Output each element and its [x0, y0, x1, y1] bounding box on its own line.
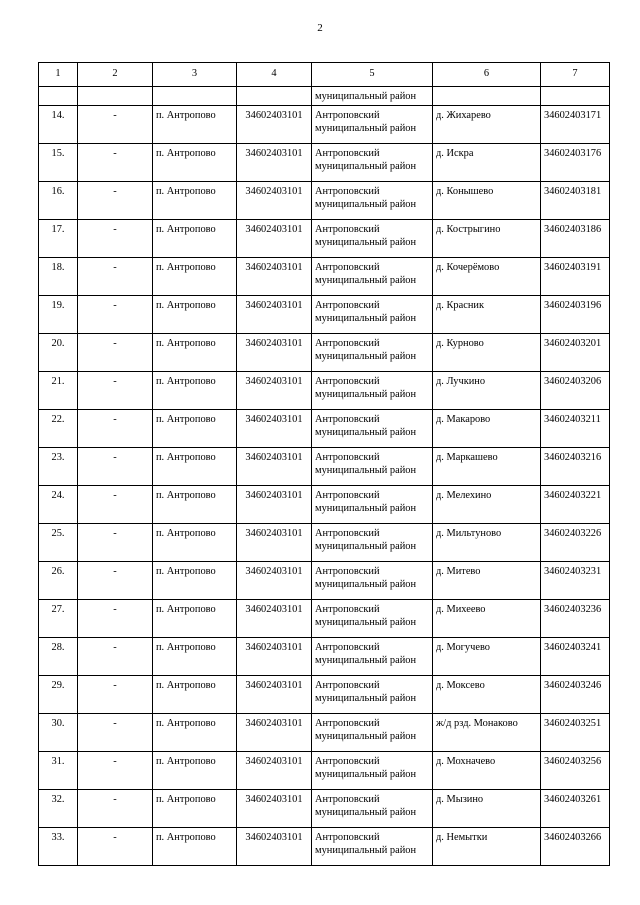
settlement-code-cell: 34602403101 [237, 372, 312, 410]
locality-code-cell: 34602403186 [541, 220, 610, 258]
locality-cell: д. Могучево [433, 638, 541, 676]
table-row [39, 714, 610, 752]
row-number-cell: 24. [39, 486, 78, 524]
settlement-code-cell: 34602403101 [237, 790, 312, 828]
locality-code-cell: 34602403261 [541, 790, 610, 828]
row-number-cell: 23. [39, 448, 78, 486]
table-row [39, 524, 610, 562]
settlement-cell: п. Антропово [153, 258, 237, 296]
table-row [39, 676, 610, 714]
district-name: Антроповский [315, 832, 380, 843]
locality-code-cell: 34602403251 [541, 714, 610, 752]
settlement-code-cell: 34602403101 [237, 258, 312, 296]
settlement-cell: п. Антропово [153, 562, 237, 600]
locality-cell: д. Искра [433, 144, 541, 182]
row-number-cell: 14. [39, 106, 78, 144]
settlement-code-cell: 34602403101 [237, 106, 312, 144]
dash-cell: - [78, 448, 153, 486]
district-type: муниципальный район [315, 730, 417, 742]
district-name: Антроповский [315, 680, 380, 691]
table-row [39, 790, 610, 828]
table-cell [433, 87, 541, 106]
district-cell [312, 486, 433, 524]
table-cell: муниципальный район [312, 87, 433, 106]
dash-cell: - [78, 144, 153, 182]
row-number-cell: 17. [39, 220, 78, 258]
settlement-code-cell: 34602403101 [237, 752, 312, 790]
district-cell [312, 714, 433, 752]
settlement-cell: п. Антропово [153, 182, 237, 220]
table-row [39, 752, 610, 790]
locality-cell: д. Михеево [433, 600, 541, 638]
dash-cell: - [78, 334, 153, 372]
continuation-row [39, 87, 610, 106]
table-row [39, 562, 610, 600]
district-cell [312, 828, 433, 866]
district-type: муниципальный район [315, 692, 417, 704]
district-type: муниципальный район [315, 616, 417, 628]
district-type: муниципальный район [315, 502, 417, 514]
locality-cell: д. Конышево [433, 182, 541, 220]
district-cell [312, 790, 433, 828]
table-cell [541, 87, 610, 106]
settlement-cell: п. Антропово [153, 676, 237, 714]
dash-cell: - [78, 486, 153, 524]
row-number-cell: 32. [39, 790, 78, 828]
header-cell: 6 [433, 63, 541, 87]
locality-code-cell: 34602403231 [541, 562, 610, 600]
locality-cell: д. Лучкино [433, 372, 541, 410]
header-cell: 3 [153, 63, 237, 87]
locality-cell: д. Жихарево [433, 106, 541, 144]
locality-cell: д. Моксево [433, 676, 541, 714]
locality-code-cell: 34602403171 [541, 106, 610, 144]
district-name: Антроповский [315, 528, 380, 539]
locality-cell: ж/д рзд. Монаково [433, 714, 541, 752]
settlement-cell: п. Антропово [153, 638, 237, 676]
settlement-cell: п. Антропово [153, 828, 237, 866]
dash-cell: - [78, 182, 153, 220]
settlement-code-cell: 34602403101 [237, 714, 312, 752]
locality-code-cell: 34602403201 [541, 334, 610, 372]
table-cell [237, 87, 312, 106]
table-row [39, 296, 610, 334]
dash-cell: - [78, 562, 153, 600]
settlement-cell: п. Антропово [153, 790, 237, 828]
dash-cell: - [78, 524, 153, 562]
settlement-code-cell: 34602403101 [237, 296, 312, 334]
table-header-row [39, 63, 610, 87]
table-row [39, 182, 610, 220]
settlement-cell: п. Антропово [153, 106, 237, 144]
table-row [39, 144, 610, 182]
header-cell: 1 [39, 63, 78, 87]
district-name: Антроповский [315, 262, 380, 273]
district-name: Антроповский [315, 300, 380, 311]
district-cell [312, 410, 433, 448]
district-cell [312, 448, 433, 486]
settlement-code-cell: 34602403101 [237, 676, 312, 714]
settlement-code-cell: 34602403101 [237, 334, 312, 372]
settlement-cell: п. Антропово [153, 714, 237, 752]
district-name: Антроповский [315, 718, 380, 729]
row-number-cell: 30. [39, 714, 78, 752]
district-type: муниципальный район [315, 540, 417, 552]
dash-cell: - [78, 600, 153, 638]
district-type: муниципальный район [315, 806, 417, 818]
locality-cell: д. Немытки [433, 828, 541, 866]
settlement-cell: п. Антропово [153, 220, 237, 258]
locality-code-cell: 34602403266 [541, 828, 610, 866]
settlement-cell: п. Антропово [153, 334, 237, 372]
settlement-code-cell: 34602403101 [237, 524, 312, 562]
district-type: муниципальный район [315, 768, 417, 780]
district-cell [312, 600, 433, 638]
table-row [39, 106, 610, 144]
table-cell [39, 87, 78, 106]
settlement-cell: п. Антропово [153, 410, 237, 448]
dash-cell: - [78, 790, 153, 828]
table-body [39, 63, 610, 866]
district-cell [312, 524, 433, 562]
district-cell [312, 752, 433, 790]
table-row [39, 410, 610, 448]
settlement-code-cell: 34602403101 [237, 562, 312, 600]
row-number-cell: 20. [39, 334, 78, 372]
page-number: 2 [317, 22, 323, 34]
table-row [39, 828, 610, 866]
district-name: Антроповский [315, 110, 380, 121]
locality-code-cell: 34602403246 [541, 676, 610, 714]
district-cell [312, 296, 433, 334]
settlement-code-cell: 34602403101 [237, 448, 312, 486]
row-number-cell: 25. [39, 524, 78, 562]
district-name: Антроповский [315, 642, 380, 653]
district-cell [312, 676, 433, 714]
header-cell: 7 [541, 63, 610, 87]
table-row [39, 258, 610, 296]
district-name: Антроповский [315, 490, 380, 501]
dash-cell: - [78, 676, 153, 714]
settlement-code-cell: 34602403101 [237, 828, 312, 866]
settlement-cell: п. Антропово [153, 524, 237, 562]
table-row [39, 372, 610, 410]
dash-cell: - [78, 828, 153, 866]
settlement-code-cell: 34602403101 [237, 182, 312, 220]
header-cell: 2 [78, 63, 153, 87]
district-type: муниципальный район [315, 844, 417, 856]
locality-cell: д. Макарово [433, 410, 541, 448]
row-number-cell: 31. [39, 752, 78, 790]
district-type: муниципальный район [315, 160, 417, 172]
header-cell: 5 [312, 63, 433, 87]
dash-cell: - [78, 714, 153, 752]
district-type: муниципальный район [315, 274, 417, 286]
dash-cell: - [78, 410, 153, 448]
locality-code-cell: 34602403256 [541, 752, 610, 790]
table-row [39, 448, 610, 486]
settlement-cell: п. Антропово [153, 144, 237, 182]
header-cell: 4 [237, 63, 312, 87]
district-type: муниципальный район [315, 122, 417, 134]
locality-cell: д. Красник [433, 296, 541, 334]
locality-code-cell: 34602403221 [541, 486, 610, 524]
table-cell [78, 87, 153, 106]
district-name: Антроповский [315, 452, 380, 463]
table-row [39, 486, 610, 524]
district-name: Антроповский [315, 414, 380, 425]
district-type: муниципальный район [315, 464, 417, 476]
locality-cell: д. Кострыгино [433, 220, 541, 258]
table-cell [153, 87, 237, 106]
locality-code-cell: 34602403206 [541, 372, 610, 410]
district-cell [312, 334, 433, 372]
settlement-table [38, 62, 610, 866]
locality-code-cell: 34602403216 [541, 448, 610, 486]
locality-cell: д. Мелехино [433, 486, 541, 524]
district-cell [312, 258, 433, 296]
district-type: муниципальный район [315, 312, 417, 324]
locality-code-cell: 34602403191 [541, 258, 610, 296]
district-name: Антроповский [315, 794, 380, 805]
dash-cell: - [78, 752, 153, 790]
district-cell [312, 182, 433, 220]
district-cell [312, 638, 433, 676]
locality-code-cell: 34602403211 [541, 410, 610, 448]
dash-cell: - [78, 258, 153, 296]
settlement-code-cell: 34602403101 [237, 410, 312, 448]
district-type: муниципальный район [315, 350, 417, 362]
locality-cell: д. Мильтуново [433, 524, 541, 562]
locality-code-cell: 34602403196 [541, 296, 610, 334]
district-type: муниципальный район [315, 654, 417, 666]
locality-code-cell: 34602403226 [541, 524, 610, 562]
row-number-cell: 26. [39, 562, 78, 600]
district-name: Антроповский [315, 224, 380, 235]
district-name: Антроповский [315, 148, 380, 159]
settlement-cell: п. Антропово [153, 600, 237, 638]
settlement-cell: п. Антропово [153, 296, 237, 334]
row-number-cell: 21. [39, 372, 78, 410]
settlement-code-cell: 34602403101 [237, 144, 312, 182]
row-number-cell: 33. [39, 828, 78, 866]
dash-cell: - [78, 296, 153, 334]
table-row [39, 334, 610, 372]
locality-code-cell: 34602403241 [541, 638, 610, 676]
district-name: Антроповский [315, 338, 380, 349]
district-cell [312, 220, 433, 258]
district-type: муниципальный район [315, 198, 417, 210]
district-cell [312, 372, 433, 410]
row-number-cell: 29. [39, 676, 78, 714]
district-type: муниципальный район [315, 426, 417, 438]
row-number-cell: 22. [39, 410, 78, 448]
table-row [39, 220, 610, 258]
settlement-cell: п. Антропово [153, 448, 237, 486]
settlement-code-cell: 34602403101 [237, 220, 312, 258]
table-row [39, 600, 610, 638]
dash-cell: - [78, 638, 153, 676]
settlement-code-cell: 34602403101 [237, 600, 312, 638]
locality-cell: д. Кочерёмово [433, 258, 541, 296]
district-name: Антроповский [315, 376, 380, 387]
district-type: муниципальный район [315, 236, 417, 248]
locality-cell: д. Мызино [433, 790, 541, 828]
locality-cell: д. Курново [433, 334, 541, 372]
locality-cell: д. Митево [433, 562, 541, 600]
locality-code-cell: 34602403181 [541, 182, 610, 220]
district-name: Антроповский [315, 566, 380, 577]
locality-code-cell: 34602403236 [541, 600, 610, 638]
district-cell [312, 106, 433, 144]
settlement-code-cell: 34602403101 [237, 486, 312, 524]
district-cell [312, 562, 433, 600]
dash-cell: - [78, 220, 153, 258]
settlement-code-cell: 34602403101 [237, 638, 312, 676]
district-cell [312, 144, 433, 182]
locality-cell: д. Мохначево [433, 752, 541, 790]
row-number-cell: 15. [39, 144, 78, 182]
district-type: муниципальный район [315, 388, 417, 400]
row-number-cell: 28. [39, 638, 78, 676]
row-number-cell: 16. [39, 182, 78, 220]
dash-cell: - [78, 106, 153, 144]
table-row [39, 638, 610, 676]
district-name: Антроповский [315, 604, 380, 615]
district-name: Антроповский [315, 186, 380, 197]
row-number-cell: 19. [39, 296, 78, 334]
settlement-cell: п. Антропово [153, 372, 237, 410]
settlement-cell: п. Антропово [153, 486, 237, 524]
row-number-cell: 18. [39, 258, 78, 296]
dash-cell: - [78, 372, 153, 410]
locality-code-cell: 34602403176 [541, 144, 610, 182]
locality-cell: д. Маркашево [433, 448, 541, 486]
settlement-cell: п. Антропово [153, 752, 237, 790]
row-number-cell: 27. [39, 600, 78, 638]
district-type: муниципальный район [315, 578, 417, 590]
district-name: Антроповский [315, 756, 380, 767]
